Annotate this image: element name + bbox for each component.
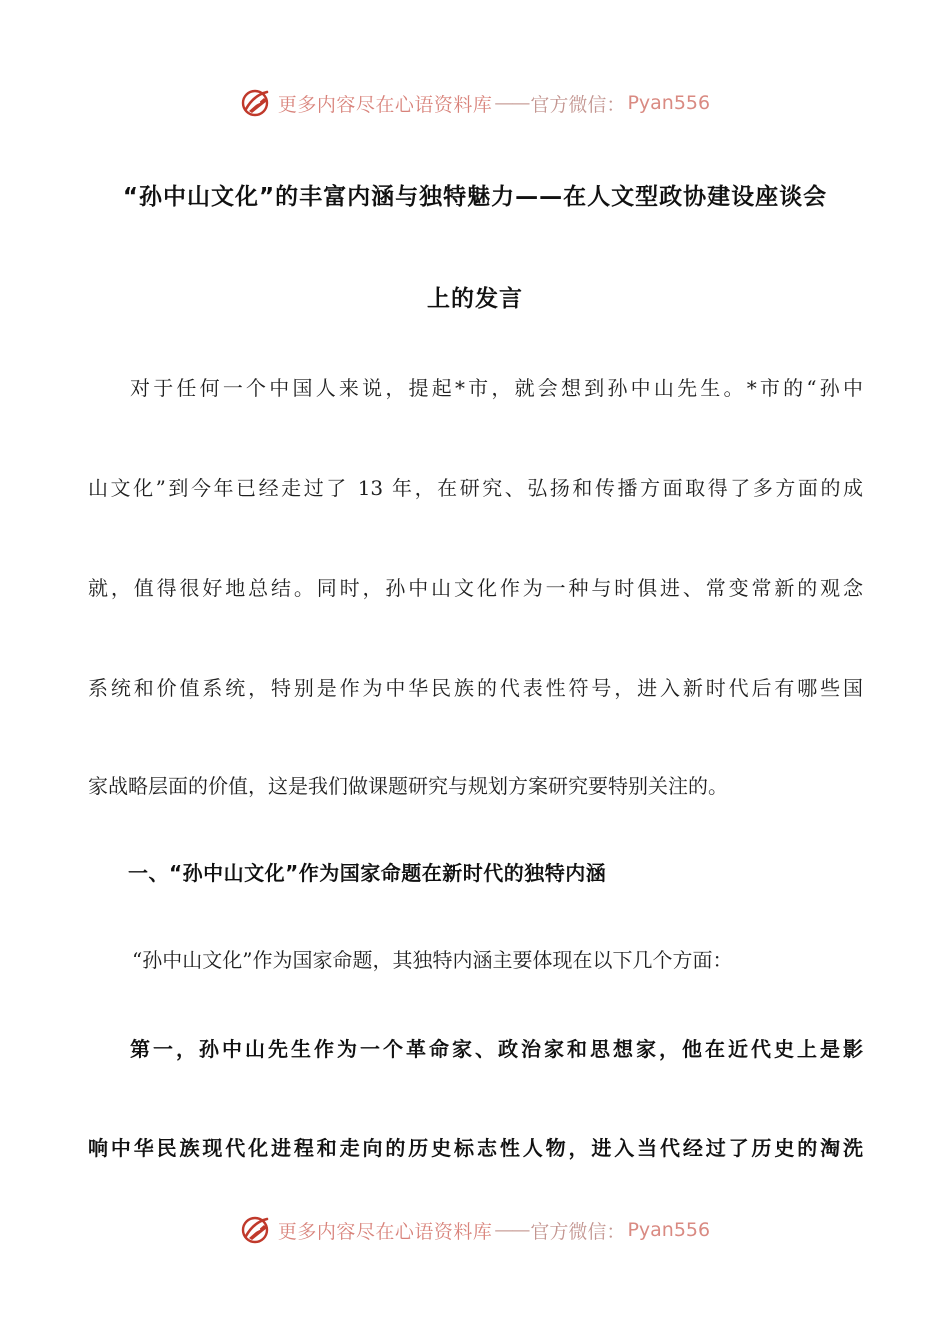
watermark-official-label: 官方微信： (530, 1220, 626, 1243)
paragraph1-line5: 家战略层面的价值，这是我们做课题研究与规划方案研究要特别关注的。 (88, 774, 728, 798)
paragraph1-line1: 对于任何一个中国人来说，提起*市，就会想到孙中山先生。*市的“孙中 (130, 376, 863, 400)
section1-intro: “孙中山文化”作为国家命题，其独特内涵主要体现在以下几个方面： (132, 948, 733, 972)
watermark-brand: 更多内容尽在心语资料库 (277, 93, 493, 116)
paragraph1-line4: 系统和价值系统，特别是作为中华民族的代表性符号，进入新时代后有哪些国 (88, 676, 863, 700)
watermark-footer (0, 1213, 950, 1247)
section1-heading: 一、“孙中山文化”作为国家命题在新时代的独特内涵 (128, 861, 607, 885)
document-title-line2: 上的发言 (427, 286, 523, 312)
document-title-line1: “孙中山文化”的丰富内涵与独特魅力——在人文型政协建设座谈会 (122, 184, 828, 210)
point1-line2: 响中华民族现代化进程和走向的历史标志性人物，进入当代经过了历史的淘洗 (88, 1136, 863, 1160)
brand-logo-icon (240, 86, 274, 120)
watermark-brand: 更多内容尽在心语资料库 (277, 1220, 493, 1243)
paragraph1-line3: 就，值得很好地总结。同时，孙中山文化作为一种与时俱进、常变常新的观念 (88, 576, 863, 600)
watermark-header (0, 86, 950, 120)
watermark-wechat-id: Pyan556 (627, 1219, 711, 1241)
watermark-separator: —— (494, 92, 529, 114)
point1-line1: 第一，孙中山先生作为一个革命家、政治家和思想家，他在近代史上是影 (130, 1037, 863, 1061)
watermark-official-label: 官方微信： (530, 93, 626, 116)
watermark-separator: —— (494, 1219, 529, 1241)
watermark-wechat-id: Pyan556 (627, 92, 711, 114)
brand-logo-icon (240, 1213, 274, 1247)
paragraph1-line2: 山文化”到今年已经走过了 13 年，在研究、弘扬和传播方面取得了多方面的成 (88, 476, 863, 500)
